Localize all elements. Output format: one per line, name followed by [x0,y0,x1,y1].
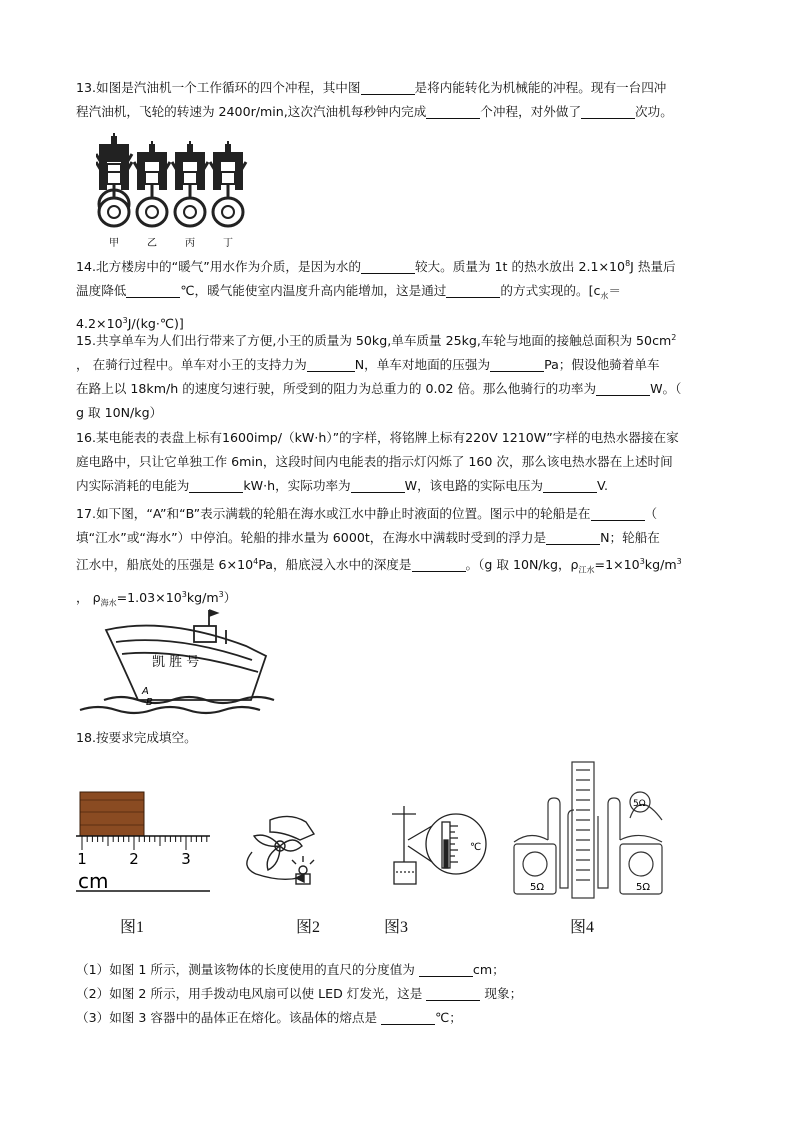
ruler-figure [76,790,216,892]
waterline-b: B [146,697,153,708]
hand-icon [270,816,314,840]
engine-strokes-figure [96,130,266,248]
resistor-top-label: 5Ω [633,799,646,809]
question-15: 15.共享单车为人们出行带来了方便,小王的质量为 50kg,单车质量 25kg,车轮与地面的接触总面积为 $50cm^2$ ， 在骑行过程中。单车对小王的支持力为 N，单车对地面的压强为 Pa；假设他骑着单车 在路上以 18km/h 的速度匀速行驶，所受到的阻力为总重力的 0.02 倍。那么他骑行的功率为 W。（ g 取 10N/kg） [76,333,682,421]
q14-blank-3[interactable] [446,283,500,298]
caption-fig4: 图4 [570,919,595,936]
resistor-left-label: 5Ω [530,882,545,893]
question-18-parts: （1）如图 1 所示，测量该物体的长度使用的直尺的分度值为 cm； （2）如图 2 所示，用手拨动电风扇可以使 LED 灯发光，这是 现象； （3）如图 3 容器中的晶体正在熔化。该晶体的熔点是 ℃； [76,962,523,1025]
caption-fig2: 图2 [296,919,321,936]
q13-line-1: 13.如图是汽油机一个工作循环的四个冲程，其中图 是将内能转化为机械能的冲程。现有一台四冲 [76,80,667,95]
q17-blank-2[interactable] [546,530,600,545]
ship-name: 凯 胜 号 [152,655,200,670]
q16-blank-2[interactable] [351,478,405,493]
q15-blank-3[interactable] [596,381,650,396]
measured-block [80,792,144,836]
ruler-unit: cm [78,869,109,892]
beaker-icon [394,862,416,884]
q13-blank-1[interactable] [361,80,415,95]
led-bulb-icon [299,866,307,874]
fan-led-figure [240,812,340,892]
thermometer-figure [382,800,492,890]
joule-heating-figure [500,760,690,900]
q16-blank-1[interactable] [189,478,243,493]
q13-line-2: 程汽油机，飞轮的转速为 2400r/min,这次汽油机每秒钟内完成 个冲程，对外做了 次功。 [76,104,673,119]
tick-label-1: 1 [77,850,87,868]
ruler-ticks [82,836,207,850]
caption-fig1: 图1 [120,919,145,936]
fan-blades-icon [254,835,302,870]
u-tube-right [598,798,620,888]
label-yi: 乙 [147,238,157,248]
q15-blank-1[interactable] [307,357,355,372]
question-14: 14.北方楼房中的“暖气”用水作为介质，是因为水的 较大。质量为 1t 的热水放出 $2.1\times 10^8J$ 热量后 温度降低 ℃，暖气能使室内温度升高内能增加，这是通过 的方式实现的。[$c_水=$ $4.2\times 10^3J/(kg\cdot℃)$] [76,259,676,331]
q18-blank-3[interactable] [381,1010,435,1025]
thermo-unit: ℃ [470,842,482,853]
tick-label-3: 3 [181,850,191,868]
tick-label-2: 2 [129,850,139,868]
q13-blank-3[interactable] [581,104,635,119]
question-17: 17.如下图，“A”和“B”表示满载的轮船在海水或江水中静止时液面的位置。图示中的轮船是在 （ 填“江水”或“海水”）中停泊。轮船的排水量为 6000t，在海水中满载时受到的浮力是 N；轮船在 江水中，船底处的压强是 $6\times 10^4Pa$，船底浸入水中的深度是 。（g 取 10N/kg，$\rho_{江水}=1\times 10^3kg/m^3$ ， $\rho_{海水}=1.03\times 10^3kg/m^3$） [76,506,682,608]
label-bing: 丙 [185,238,195,248]
resistor-right-label: 5Ω [636,882,651,893]
caption-fig3: 图3 [384,919,409,936]
water-waves [80,697,274,713]
q13-blank-2[interactable] [426,104,480,119]
waterline-a: A [142,686,149,697]
label-ding: 丁 [223,238,233,248]
question-13 [76,76,722,124]
q17-blank-3[interactable] [412,557,466,572]
q14-blank-2[interactable] [126,283,180,298]
q15-blank-2[interactable] [490,357,544,372]
q16-blank-3[interactable] [543,478,597,493]
q18-blank-1[interactable] [419,962,473,977]
ship-figure [76,608,276,718]
q17-blank-1[interactable] [591,506,645,521]
question-18: 18.按要求完成填空。 [76,730,197,745]
u-tube-left [548,798,574,888]
question-16: 16.某电能表的表盘上标有1600imp/（kW·h）”的字样，将铭牌上标有220V 1210W”字样的电热水器接在家 庭电路中，只让它单独工作 6min，这段时间内电能表的指示灯闪烁了 160 次，那么该电热水器在上述时间 内实际消耗的电能为 kW·h，实际功率为 W，该电路的实际电压为 V. [76,430,679,493]
label-jia: 甲 [109,238,119,248]
q18-blank-2[interactable] [426,986,480,1001]
q14-blank-1[interactable] [361,259,415,274]
